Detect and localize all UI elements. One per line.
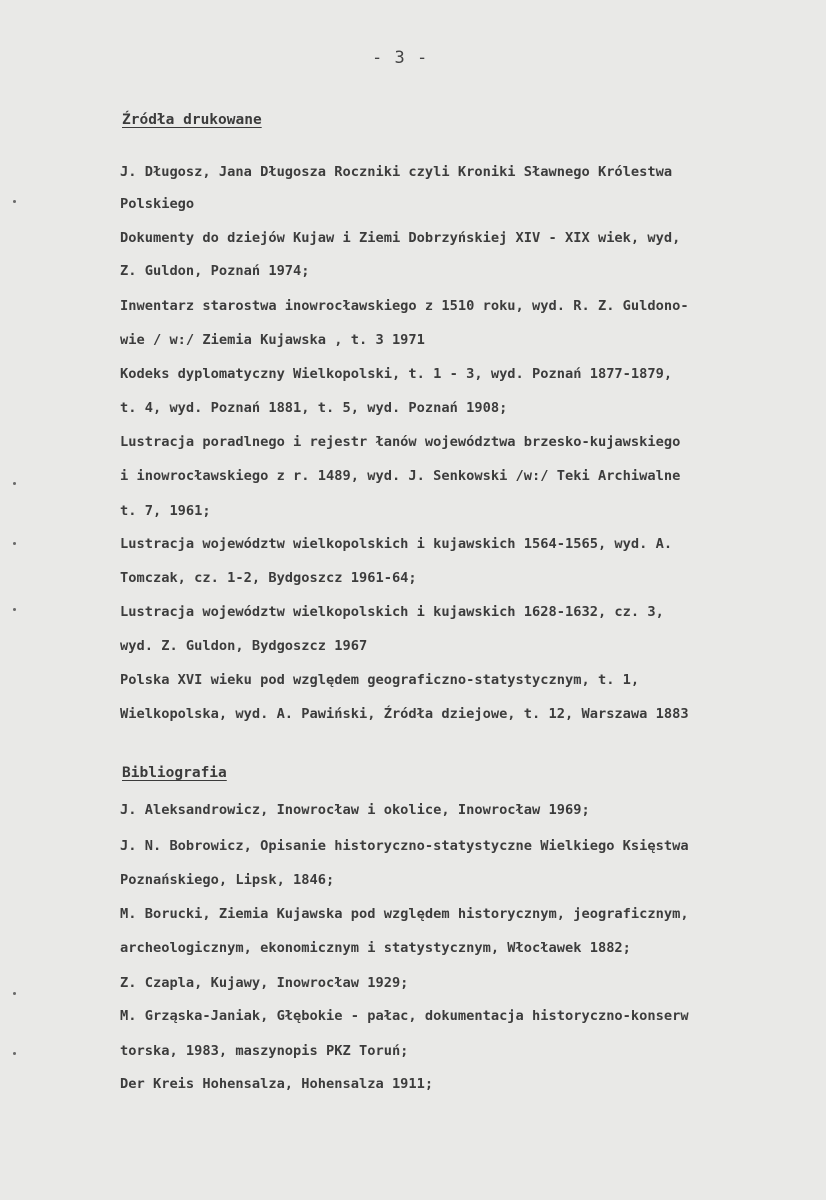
text-line: Z. Czapla, Kujawy, Inowrocław 1929; [120,975,409,991]
text-line: J. Długosz, Jana Długosza Roczniki czyli Kroniki Sławnego Królestwa [120,164,673,180]
text-line: M. Grząska-Janiak, Głębokie - pałac, dokumentacja historyczno-konserw [120,1008,689,1024]
text-line: wie / w:/ Ziemia Kujawska , t. 3 1971 [120,332,425,348]
section-heading-sources: Źródła drukowane [122,112,262,128]
text-line: Der Kreis Hohensalza, Hohensalza 1911; [120,1076,434,1092]
margin-mark [13,542,16,545]
margin-mark [13,200,16,203]
text-line: J. N. Bobrowicz, Opisanie historyczno-statystyczne Wielkiego Księstwa [120,838,689,854]
text-line: Polska XVI wieku pod względem geograficzno-statystycznym, t. 1, [120,672,640,688]
text-line: torska, 1983, maszynopis PKZ Toruń; [120,1043,409,1059]
text-line: Lustracja województw wielkopolskich i kujawskich 1564-1565, wyd. A. [120,536,673,552]
text-line: Wielkopolska, wyd. A. Pawiński, Źródła dziejowe, t. 12, Warszawa 1883 [120,706,689,722]
margin-mark [13,992,16,995]
text-line: Dokumenty do dziejów Kujaw i Ziemi Dobrzyńskiej XIV - XIX wiek, wyd, [120,230,681,246]
page-number: - 3 - [372,48,429,68]
text-line: Poznańskiego, Lipsk, 1846; [120,872,335,888]
text-line: i inowrocławskiego z r. 1489, wyd. J. Senkowski /w:/ Teki Archiwalne [120,468,681,484]
text-line: wyd. Z. Guldon, Bydgoszcz 1967 [120,638,368,654]
text-line: Polskiego [120,196,195,212]
text-line: archeologicznym, ekonomicznym i statystycznym, Włocławek 1882; [120,940,631,956]
text-line: Tomczak, cz. 1-2, Bydgoszcz 1961-64; [120,570,417,586]
margin-mark [13,1052,16,1055]
text-line: t. 7, 1961; [120,503,211,519]
text-line: Z. Guldon, Poznań 1974; [120,263,310,279]
section-heading-bibliography: Bibliografia [122,765,227,781]
text-line: Inwentarz starostwa inowrocławskiego z 1510 roku, wyd. R. Z. Guldono- [120,298,689,314]
margin-mark [13,482,16,485]
text-line: t. 4, wyd. Poznań 1881, t. 5, wyd. Poznań 1908; [120,400,508,416]
text-line: J. Aleksandrowicz, Inowrocław i okolice, Inowrocław 1969; [120,802,590,818]
margin-mark [13,608,16,611]
text-line: Kodeks dyplomatyczny Wielkopolski, t. 1 - 3, wyd. Poznań 1877-1879, [120,366,673,382]
text-line: Lustracja województw wielkopolskich i kujawskich 1628-1632, cz. 3, [120,604,664,620]
text-line: M. Borucki, Ziemia Kujawska pod względem historycznym, jeograficznym, [120,906,689,922]
text-line: Lustracja poradlnego i rejestr łanów województwa brzesko-kujawskiego [120,434,681,450]
